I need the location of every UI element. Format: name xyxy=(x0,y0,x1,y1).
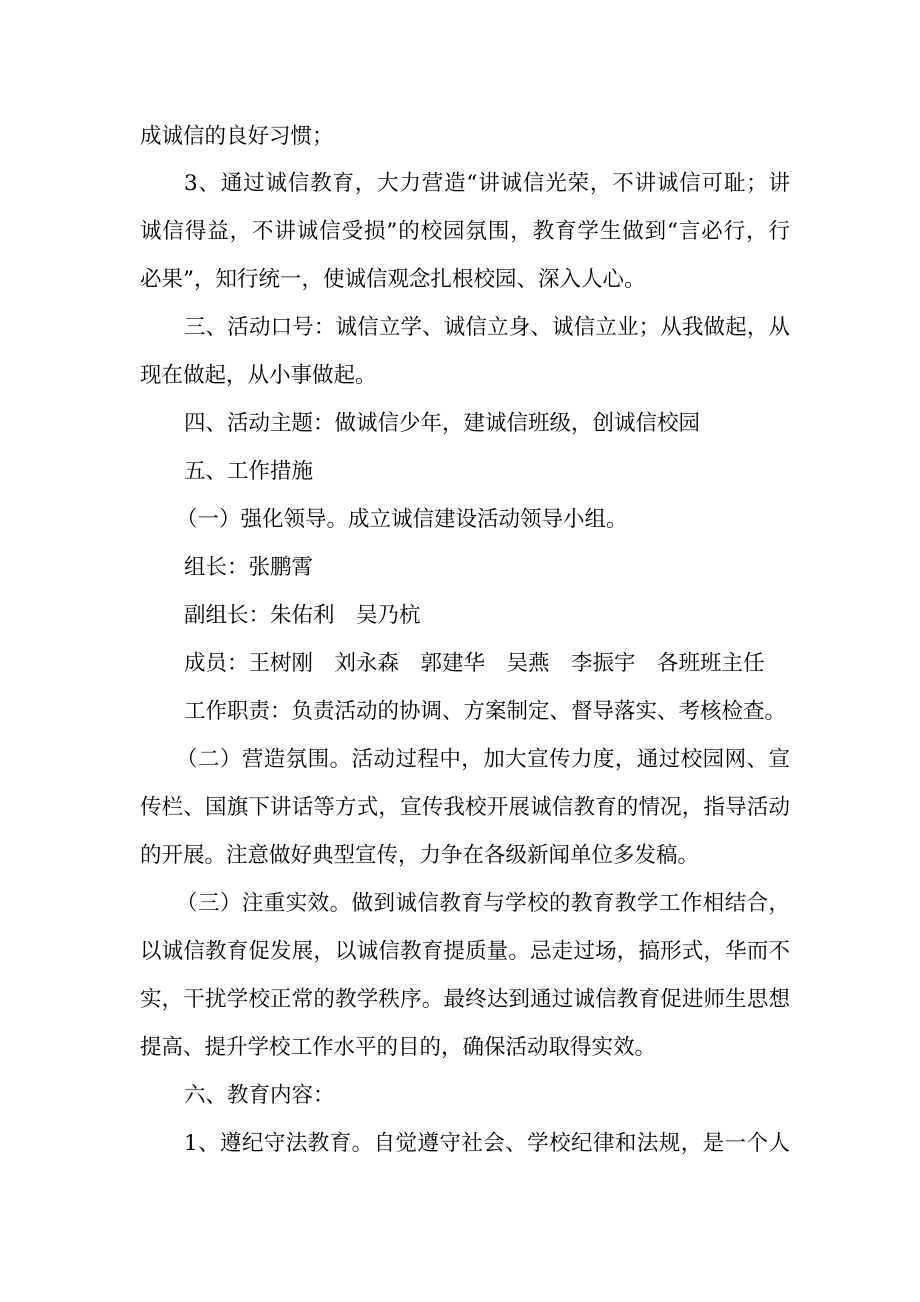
paragraph-line: 实，干扰学校正常的教学秩序。最终达到通过诚信教育促进师生思想 xyxy=(140,987,790,1012)
paragraph-line: 诚信得益，不讲诚信受损”的校园氛围，教育学生做到“言必行，行 xyxy=(140,219,790,244)
paragraph-line: （三）注重实效。做到诚信教育与学校的教育教学工作相结合， xyxy=(176,891,790,916)
heading-line: 四、活动主题：做诚信少年，建诚信班级，创诚信校园 xyxy=(184,411,701,436)
paragraph-line: 3、通过诚信教育，大力营造“讲诚信光荣，不讲诚信可耻；讲 xyxy=(184,171,790,196)
paragraph-line: 1、遵纪守法教育。自觉遵守社会、学校纪律和法规，是一个人 xyxy=(184,1131,790,1156)
paragraph-line: 的开展。注意做好典型宣传，力争在各级新闻单位多发稿。 xyxy=(140,843,700,868)
paragraph-line: 以诚信教育促发展，以诚信教育提质量。忌走过场，搞形式，华而不 xyxy=(140,939,790,964)
paragraph-line: （一）强化领导。成立诚信建设活动领导小组。 xyxy=(176,507,628,532)
paragraph-line: （二）营造氛围。活动过程中，加大宣传力度，通过校园网、宣 xyxy=(176,747,790,772)
heading-line: 五、工作措施 xyxy=(184,459,314,484)
paragraph-line: 工作职责：负责活动的协调、方案制定、督导落实、考核检查。 xyxy=(184,699,787,724)
paragraph-line: 传栏、国旗下讲话等方式，宣传我校开展诚信教育的情况，指导活动 xyxy=(140,795,790,820)
paragraph-line: 提高、提升学校工作水平的目的，确保活动取得实效。 xyxy=(140,1035,657,1060)
paragraph-line: 三、活动口号：诚信立学、诚信立身、诚信立业；从我做起，从 xyxy=(184,315,790,340)
heading-line: 六、教育内容： xyxy=(184,1083,335,1108)
paragraph-line: 组长：张鹏霄 xyxy=(184,555,314,580)
paragraph-line: 现在做起，从小事做起。 xyxy=(140,363,377,388)
paragraph-line: 副组长：朱佑利 吴乃杭 xyxy=(184,603,421,628)
paragraph-line: 成诚信的良好习惯； xyxy=(140,124,334,149)
paragraph-line: 成员：王树刚 刘永森 郭建华 吴燕 李振宇 各班班主任 xyxy=(184,651,765,676)
paragraph-line: 必果”，知行统一，使诚信观念扎根校园、深入人心。 xyxy=(140,267,646,292)
